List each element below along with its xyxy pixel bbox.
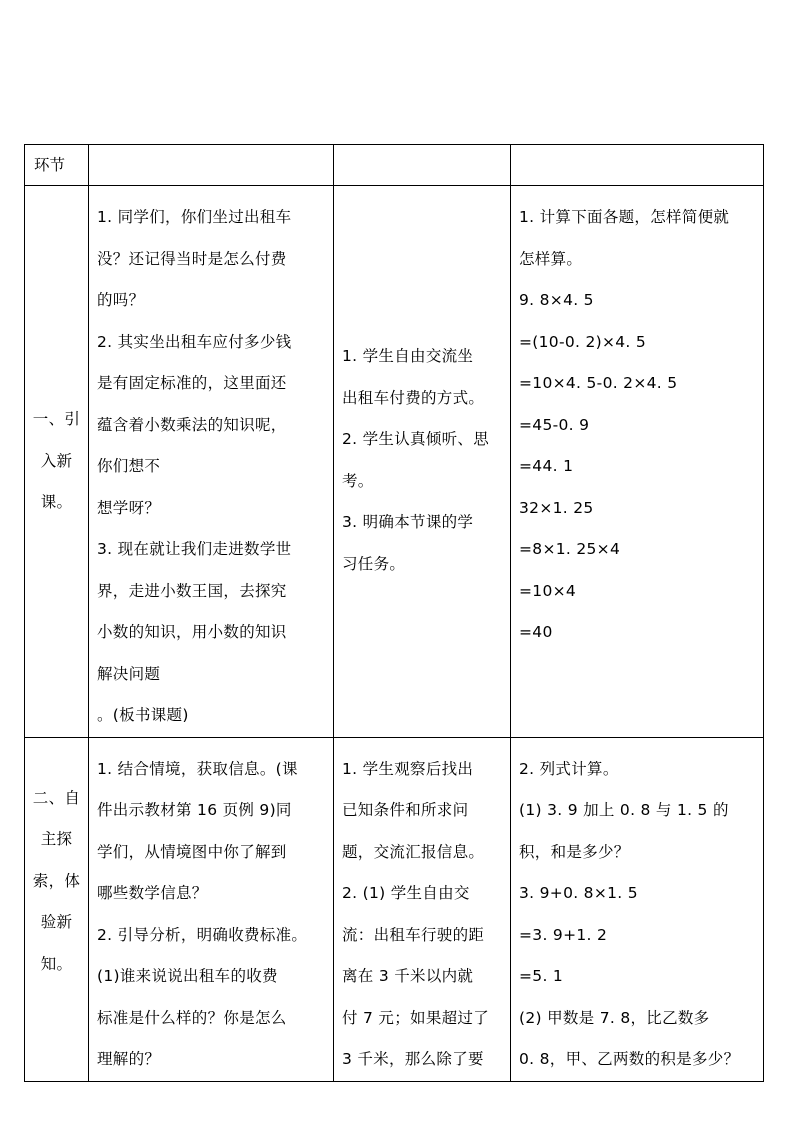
text-line: 3. 现在就让我们走进数学世 [97,540,292,558]
text-line: 索，体 [32,871,81,890]
header-cell-student [334,145,511,186]
text-line: 出租车付费的方式。 [342,388,485,407]
header-cell-teacher [89,145,334,186]
text-line: =3. 9+1. 2 [519,925,608,944]
text-line: =5. 1 [519,967,564,985]
text-line: 哪些数学信息？ [97,884,208,902]
text-line: 标准是什么样的？你是怎么 [97,1008,287,1027]
text-line: 2. 列式计算。 [519,759,619,778]
practice-cell [511,737,764,1081]
text-line: 1. 学生自由交流坐 [342,347,474,365]
text-line: 没？还记得当时是怎么付费 [97,249,287,268]
text-line: (1) 3. 9 加上 0. 8 与 1. 5 的 [519,801,729,819]
text-line: 解决问题 [97,664,161,683]
text-line: (2) 甲数是 7. 8，比乙数多 [519,1008,710,1027]
table-header-row [25,145,764,186]
text-line: 。(板书课题) [97,706,189,724]
text-line: 主探 [40,830,73,848]
text-line: 小数的知识，用小数的知识 [97,623,287,641]
text-line: 1. 结合情境，获取信息。(课 [97,759,298,778]
text-line: 一、引 [32,410,81,428]
lesson-plan-table [24,144,764,1082]
text-line: 付 7 元；如果超过了 [342,1008,490,1027]
text-line: 32×1. 25 [519,498,594,517]
text-line: =(10-0. 2)×4. 5 [519,332,647,351]
text-line: (1)谁来说说出租车的收费 [97,967,278,985]
student-activity-cell [334,737,511,1081]
text-line: 课。 [40,493,73,511]
text-line: 验新 [40,913,73,931]
text-line: 题，交流汇报信息。 [342,842,485,861]
text-line: 1. 学生观察后找出 [342,759,474,778]
stage-cell [25,737,89,1081]
text-line: 怎样算。 [519,249,583,268]
text-line: 入新 [40,451,73,470]
text-line: 二、自 [32,788,81,807]
text-line: 3. 9+0. 8×1. 5 [519,884,638,902]
text-line: 习任务。 [342,554,406,573]
text-line: 你们想不 [97,457,161,475]
table-row [25,737,764,1081]
practice-cell [511,186,764,738]
text-line: 2. 引导分析，明确收费标准。 [97,925,308,944]
text-line: =10×4 [519,581,577,600]
text-line: 流：出租车行驶的距 [342,925,485,944]
text-line: =44. 1 [519,457,574,475]
text-line: =45-0. 9 [519,415,590,434]
text-line: =40 [519,623,553,641]
table-row [25,186,764,738]
text-line: 2. 其实坐出租车应付多少钱 [97,332,292,351]
text-line: 想学呀？ [97,498,161,517]
text-line: 界，走进小数王国，去探究 [97,581,287,600]
text-line: 知。 [40,954,73,973]
text-line: 3. 明确本节课的学 [342,513,474,531]
text-line: 1. 计算下面各题，怎样简便就 [519,208,730,226]
text-line: 离在 3 千米以内就 [342,967,474,985]
text-line: =10×4. 5-0. 2×4. 5 [519,374,678,392]
text-line: =8×1. 25×4 [519,540,621,558]
text-line: 2. 学生认真倾听、思 [342,430,490,448]
header-cell-stage: 环节 [25,145,89,186]
text-line: 1. 同学们，你们坐过出租车 [97,208,292,226]
stage-cell [25,186,89,738]
teacher-activity-cell [89,186,334,738]
text-line: 蕴含着小数乘法的知识呢， [97,415,287,434]
text-line: 学们，从情境图中你了解到 [97,842,287,861]
text-line: 考。 [342,471,374,490]
text-line: 的吗？ [97,291,145,309]
text-line: 3 千米，那么除了要 [342,1050,484,1068]
student-activity-cell [334,186,511,738]
text-line: 已知条件和所求问 [342,801,469,819]
text-line: 积，和是多少？ [519,842,630,861]
text-line: 0. 8，甲、乙两数的积是多少？ [519,1050,740,1068]
text-line: 2. (1) 学生自由交 [342,884,470,902]
text-line: 是有固定标准的，这里面还 [97,374,287,392]
text-line: 件出示教材第 16 页例 9)同 [97,801,292,819]
header-cell-practice [511,145,764,186]
text-line: 理解的？ [97,1050,161,1068]
teacher-activity-cell [89,737,334,1081]
text-line: 9. 8×4. 5 [519,291,594,309]
